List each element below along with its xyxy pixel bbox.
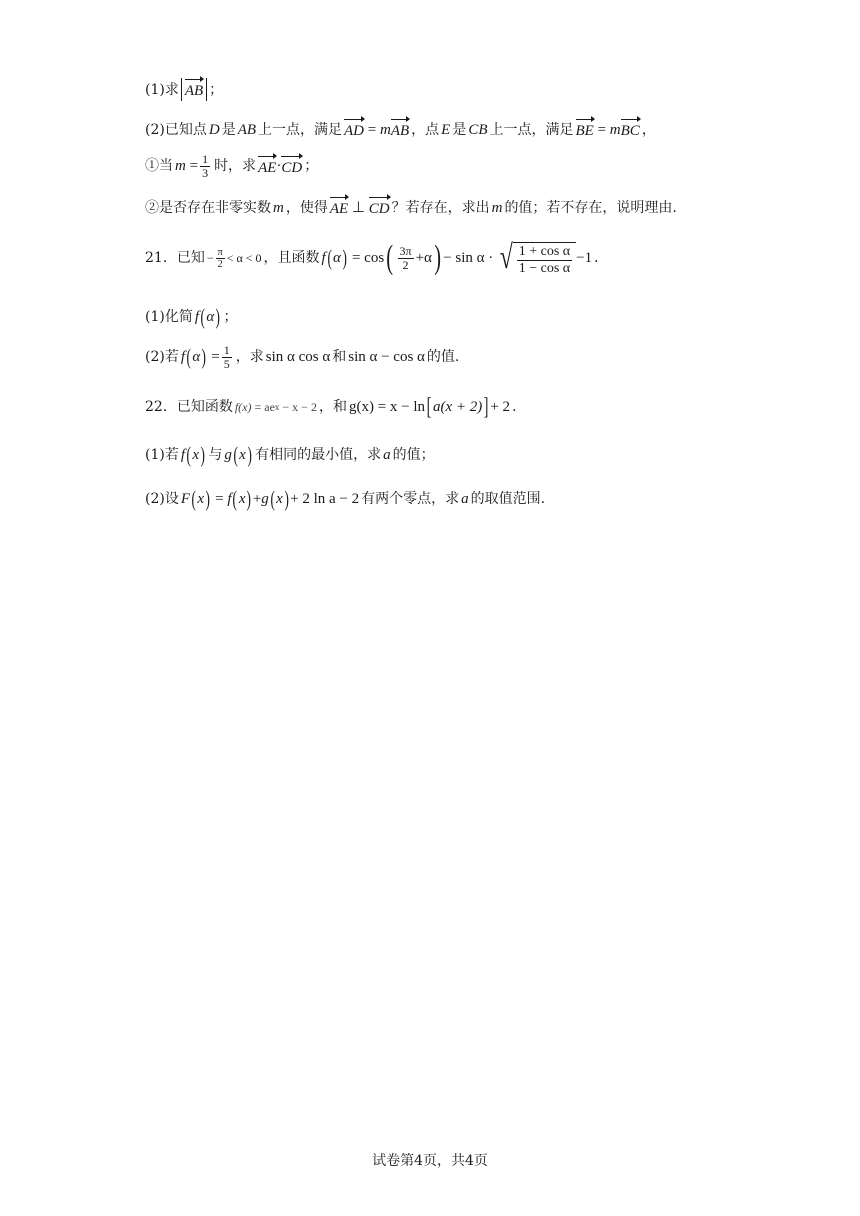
- question-20-part-2: (2)已知点 D 是 AB 上一点，满足 AD = m AB ，点 E 是 CB 上一点，满足 BE = m BC ，: [145, 118, 656, 141]
- question-21-part-2: (2)若 f ( α ) = $\frac{1}{5}$ ，求 sin α cos α 和 sin α − cos α 的值.: [145, 342, 460, 371]
- question-21: 21．已知 − $\frac{\pi}{2}$ < α < 0 ，且函数 f ( α ) = cos ( $\frac{3\pi}{2}$ +α ) − sin α · √ $\frac{\text{1 + cos α}}{\text{1 − cos α}}$ −1 ．: [145, 239, 609, 276]
- page-footer: 试卷第4页，共4页: [372, 1153, 488, 1169]
- question-20-part-2-i: ①当 m = $\frac{1}{3}$ 时，求 AE · CD ；: [145, 151, 319, 180]
- abs-vector-ab: AB: [181, 78, 207, 101]
- fraction-one-third: $\frac{1}{3}$: [202, 151, 209, 180]
- question-22: 22．已知函数 f(x) = ae x − x − 2 ，和 g(x) = x − ln [ a(x + 2) ] + 2 .: [145, 394, 517, 420]
- square-root: √ $\frac{\text{1 + cos α}}{\text{1 − cos α}}$: [497, 239, 576, 277]
- question-22-part-1: (1)若 f ( x ) 与 g ( x ) 有相同的最小值，求 a 的值；: [145, 442, 435, 467]
- question-21-part-1: (1)化简 f ( α ) ；: [145, 304, 238, 329]
- question-20-part-2-ii: ②是否存在非零实数 m ，使得 AE ⊥ CD ？若存在，求出 m 的值；若不存在，说明理由.: [145, 196, 677, 219]
- question-20-part-1: (1)求 AB ；: [145, 78, 223, 101]
- question-22-part-2: (2)设 F ( x ) = f ( x ) + g ( x ) + 2 ln a − 2 有两个零点，求 a 的取值范围.: [145, 486, 546, 511]
